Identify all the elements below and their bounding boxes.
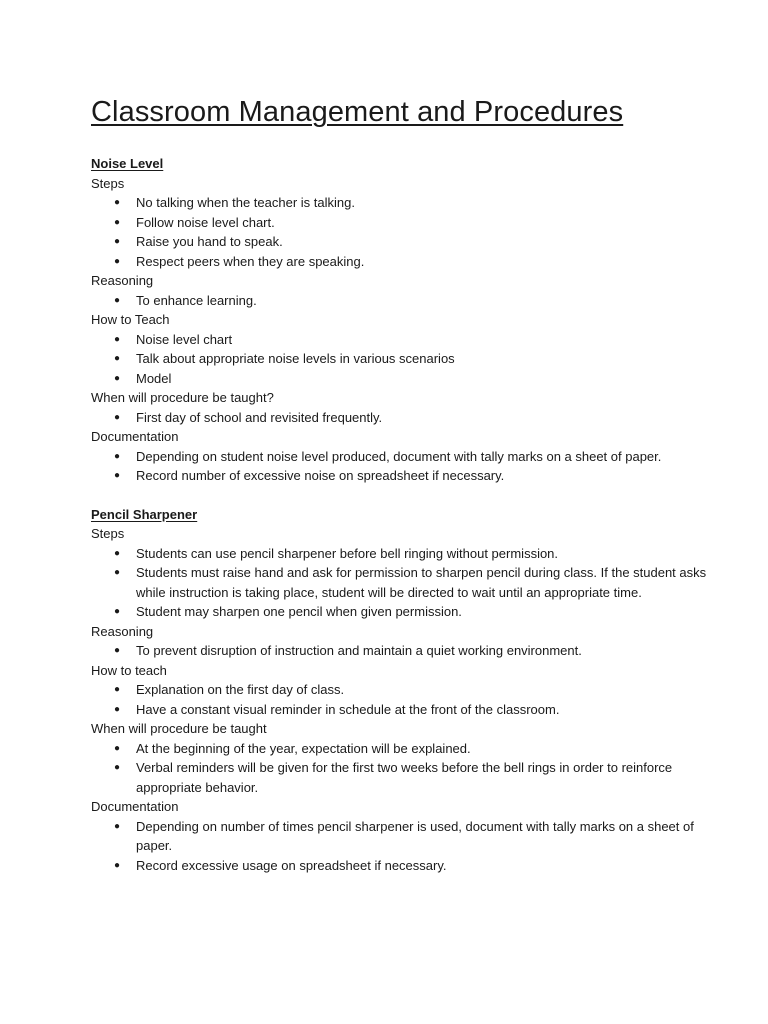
list-item bbox=[114, 758, 708, 797]
list-item-text: To prevent disruption of instruction and maintain a quiet working environment. bbox=[136, 643, 582, 658]
list-item-text: No talking when the teacher is talking. bbox=[136, 195, 355, 210]
list-item-text: Raise you hand to speak. bbox=[136, 234, 283, 249]
bullet-list-how-to-teach bbox=[91, 680, 708, 719]
list-item bbox=[114, 213, 708, 233]
list-item-text: Students can use pencil sharpener before bell ringing without permission. bbox=[136, 545, 559, 561]
list-item bbox=[114, 291, 708, 311]
bullet-icon: ● bbox=[114, 684, 121, 695]
bullet-icon: ● bbox=[114, 645, 121, 656]
list-item bbox=[114, 602, 708, 622]
list-item-text: Record excessive usage on spreadsheet if necessary. bbox=[136, 857, 447, 873]
list-item bbox=[114, 856, 708, 876]
list-item bbox=[114, 563, 708, 602]
list-item bbox=[114, 349, 708, 369]
bullet-list-documentation bbox=[91, 817, 708, 876]
bullet-list-how-to-teach bbox=[91, 330, 708, 389]
section-heading-pencil-sharpener: Pencil Sharpener bbox=[91, 506, 198, 522]
group-label-documentation: Documentation bbox=[91, 429, 179, 444]
bullet-icon: ● bbox=[114, 333, 121, 345]
list-item-text: Students must raise hand and ask for permission to sharpen pencil during class. If the student asks while instruction is taking place, student will be directed to wait until an appropriate time. bbox=[136, 565, 707, 600]
list-item bbox=[114, 232, 708, 252]
list-item bbox=[114, 466, 708, 486]
bullet-list-when-taught bbox=[91, 739, 708, 798]
list-item-text: Depending on student noise level produced, document with tally marks on a sheet of paper. bbox=[136, 448, 662, 464]
list-item-text: Verbal reminders will be given for the first two weeks before the bell rings in order to reinforce appropriate behavior. bbox=[136, 760, 673, 795]
group-label-steps: Steps bbox=[91, 175, 125, 191]
bullet-icon: ● bbox=[114, 372, 121, 384]
list-item-text: Talk about appropriate noise levels in various scenarios bbox=[136, 351, 455, 366]
list-item-text: First day of school and revisited frequently. bbox=[136, 409, 383, 425]
list-item-text: At the beginning of the year, expectation will be explained. bbox=[136, 740, 471, 756]
group-label-when-taught: When will procedure be taught bbox=[91, 721, 267, 736]
list-item-text: Student may sharpen one pencil when given permission. bbox=[136, 604, 462, 619]
bullet-icon: ● bbox=[114, 742, 121, 754]
bullet-icon: ● bbox=[114, 294, 121, 306]
list-item-text: Depending on number of times pencil sharpener is used, document with tally marks on a sheet of paper. bbox=[136, 818, 694, 853]
list-item bbox=[114, 447, 708, 467]
list-item bbox=[114, 739, 708, 759]
bullet-icon: ● bbox=[114, 703, 121, 715]
section-heading-noise-level: Noise Level bbox=[91, 156, 164, 171]
list-item-text: Explanation on the first day of class. bbox=[136, 682, 345, 697]
bullet-icon: ● bbox=[114, 859, 121, 871]
list-item-text: Follow noise level chart. bbox=[136, 214, 275, 230]
section-noise-level bbox=[91, 154, 708, 486]
bullet-icon: ● bbox=[114, 606, 121, 617]
section-pencil-sharpener bbox=[91, 505, 708, 876]
list-item bbox=[114, 641, 708, 661]
bullet-icon: ● bbox=[114, 547, 121, 559]
bullet-list-steps bbox=[91, 544, 708, 622]
group-label-reasoning: Reasoning bbox=[91, 273, 154, 288]
bullet-list-when-taught bbox=[91, 408, 708, 428]
list-item-text: Respect peers when they are speaking. bbox=[136, 253, 365, 269]
bullet-icon: ● bbox=[114, 353, 121, 364]
bullet-list-reasoning bbox=[91, 641, 708, 661]
page-title: Classroom Management and Procedures bbox=[91, 96, 624, 128]
bullet-icon: ● bbox=[114, 236, 121, 247]
list-item-text: To enhance learning. bbox=[136, 292, 257, 308]
list-item bbox=[114, 680, 708, 700]
list-item bbox=[114, 817, 708, 856]
group-label-reasoning: Reasoning bbox=[91, 623, 154, 639]
list-item-text: Record number of excessive noise on spreadsheet if necessary. bbox=[136, 468, 505, 483]
bullet-icon: ● bbox=[114, 216, 121, 228]
list-item bbox=[114, 369, 708, 389]
bullet-list-documentation bbox=[91, 447, 708, 486]
list-item bbox=[114, 408, 708, 428]
bullet-icon: ● bbox=[114, 255, 121, 267]
bullet-icon: ● bbox=[114, 411, 121, 423]
group-label-how-to-teach: How to teach bbox=[91, 662, 167, 678]
list-item bbox=[114, 544, 708, 564]
list-item bbox=[114, 193, 708, 213]
group-label-steps: Steps bbox=[91, 526, 125, 541]
bullet-icon: ● bbox=[114, 450, 121, 462]
group-label-when-taught: When will procedure be taught? bbox=[91, 390, 274, 405]
list-item-text: Noise level chart bbox=[136, 331, 233, 347]
list-item bbox=[114, 252, 708, 272]
bullet-list-steps bbox=[91, 193, 708, 271]
list-item bbox=[114, 330, 708, 350]
list-item-text: Model bbox=[136, 370, 172, 386]
bullet-icon: ● bbox=[114, 197, 121, 208]
bullet-icon: ● bbox=[114, 567, 121, 578]
bullet-icon: ● bbox=[114, 762, 121, 773]
list-item-text: Have a constant visual reminder in schedule at the front of the classroom. bbox=[136, 701, 560, 717]
group-label-how-to-teach: How to Teach bbox=[91, 312, 170, 327]
group-label-documentation: Documentation bbox=[91, 799, 179, 814]
bullet-icon: ● bbox=[114, 470, 121, 481]
list-item bbox=[114, 700, 708, 720]
bullet-list-reasoning bbox=[91, 291, 708, 311]
bullet-icon: ● bbox=[114, 820, 121, 832]
